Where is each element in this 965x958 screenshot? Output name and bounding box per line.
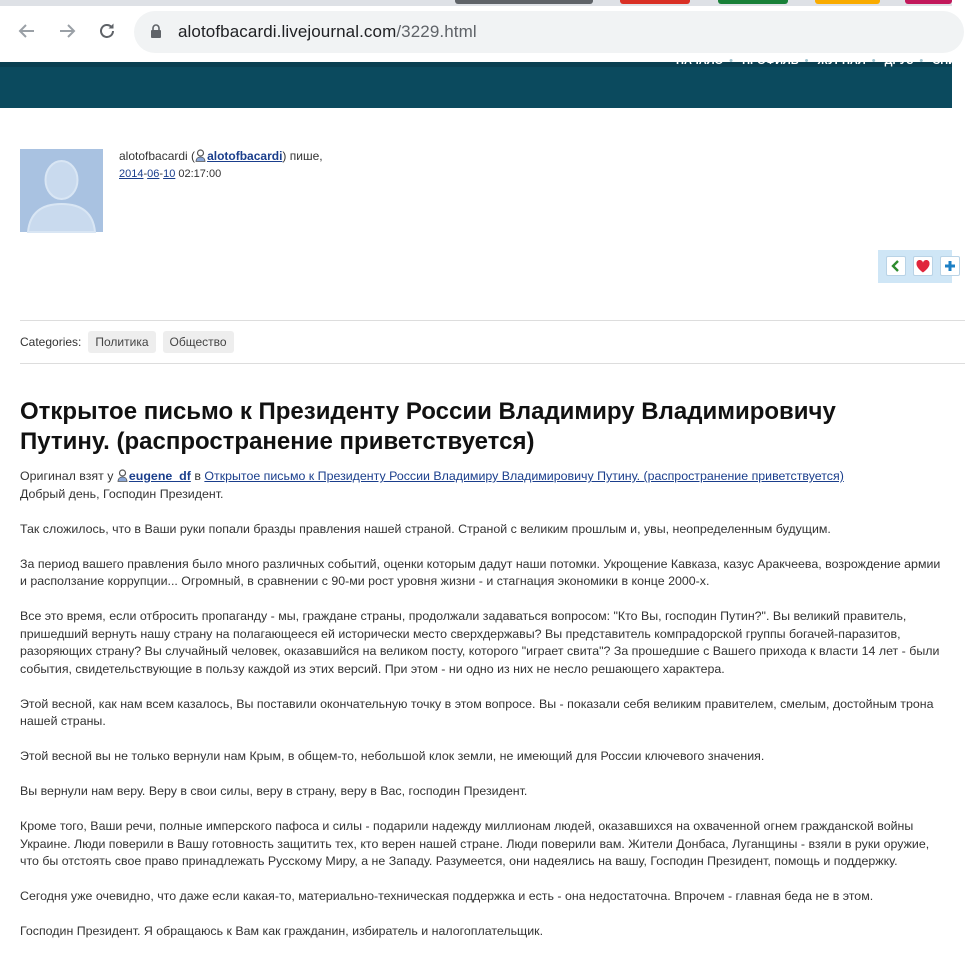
nav-home[interactable]: НАЧАЛО <box>676 55 724 67</box>
categories-label: Categories: <box>20 335 82 349</box>
paragraph: За период вашего правления было много различных событий, оценки которым дадут наши потомки. Укрощение Кавказа, казус Аракчеева, возрождение армии и расползание коррупции... Огромный, в сравнении с 90-ми рост уровня жизни - и стагнация экономики в конце 2000-х. <box>20 556 941 588</box>
date-month-link[interactable]: 06 <box>147 168 160 180</box>
tab-indicator[interactable] <box>718 0 788 4</box>
date-year-link[interactable]: 2014 <box>119 168 144 180</box>
writes-label: пише, <box>289 149 323 163</box>
post-title: Открытое письмо к Президенту России Владимиру Владимировичу Путину. (распространение приветствуется) <box>20 398 836 455</box>
nav-profile[interactable]: ПРОФИЛЬ <box>742 55 799 67</box>
post-date: 2014-06-10 02:17:00 <box>119 168 222 180</box>
add-button[interactable] <box>940 256 960 276</box>
lj-header <box>0 55 957 108</box>
like-button[interactable] <box>913 256 933 276</box>
share-back-button[interactable] <box>886 256 906 276</box>
post-byline: alotofbacardi ( alotofbacardi) пише, <box>119 149 323 163</box>
categories <box>20 330 234 354</box>
reload-button[interactable] <box>91 15 123 47</box>
divider <box>20 363 965 364</box>
lock-icon <box>150 24 162 39</box>
user-icon[interactable] <box>117 469 128 482</box>
lj-nav <box>676 55 962 67</box>
url-path: /3229.html <box>396 22 477 41</box>
nav-separator: • <box>871 55 876 67</box>
date-day-link[interactable]: 10 <box>163 168 176 180</box>
origin-prefix: Оригинал взят у <box>20 469 114 483</box>
nav-separator: • <box>804 55 809 67</box>
paragraph: Господин Президент. Я обращаюсь к Вам как гражданин, избиратель и налогоплательщик. <box>20 924 544 938</box>
forward-button[interactable] <box>51 15 83 47</box>
post-body <box>20 468 945 958</box>
nav-journal[interactable]: ЖУРНАЛ <box>817 55 866 67</box>
url-domain: alotofbacardi.livejournal.com <box>178 22 397 41</box>
address-bar[interactable] <box>134 11 964 53</box>
paragraph: Все это время, если отбросить пропаганду - мы, граждане страны, продолжали задаваться вопросом: "Кто Вы, господин Путин?". Вы великий правитель, пришедший вернуть нашу страну на полагающееся ей исторически место сверхдержавы? Вы представитель компрадорской группы богачей-паразитов, разоряющих страну? Вы случайный человек, оказавшийся на великом посту, которого "играет свита"? За прошедшие с Вашего прихода к власти 14 лет - были события, свидетельствующие в пользу каждой из этих версий. При этом - ни одно из них не несло решающего характера. <box>20 609 940 676</box>
paragraph: Вы вернули нам веру. Веру в свои силы, веру в страну, веру в Вас, господин Президент. <box>20 784 528 798</box>
origin-user-link[interactable]: eugene_df <box>128 469 191 483</box>
post-time: 02:17:00 <box>178 168 222 180</box>
paragraph: Так сложилось, что в Ваши руки попали бразды правления нашей страной. Страной с великим прошлым и, увы, неопределенным будущим. <box>20 521 831 536</box>
paragraph: Добрый день, Господин Президент. <box>20 486 224 501</box>
origin-in: в <box>194 469 201 483</box>
original-source <box>20 468 945 486</box>
tab-indicator[interactable] <box>815 0 880 4</box>
nav-separator: • <box>919 55 924 67</box>
heart-icon <box>916 260 930 273</box>
author-link[interactable]: alotofbacardi <box>207 149 283 163</box>
category-tag[interactable]: Политика <box>88 331 155 353</box>
paragraph: Кроме того, Ваши речи, полные имперского пафоса и силы - подарили надежду миллионам людей, оказавшихся на охваченной огнем гражданской войны Украине. Люди поверили в Вашу готовность защитить тех, кто верен нашей стране. Люди поверили вам. Жители Донбаса, Луганщины - взяли в руки оружие, что бы отстоять свое право принадлежать Русскому Миру, а не Западу. Разумеется, они надеялись на вашу, Господин Президент, помощь и поддержку. <box>20 819 930 868</box>
reload-icon <box>97 21 117 41</box>
origin-post-link[interactable]: Открытое письмо к Президенту России Владимиру Владимировичу Путину. (распространение приветствуется) <box>204 469 844 483</box>
nav-friends[interactable]: ДРУЗ <box>884 55 914 67</box>
browser-chrome <box>0 0 952 62</box>
default-userpic-icon <box>20 149 103 232</box>
paragraph: Этой весной, как нам всем казалось, Вы поставили окончательную точку в этом вопросе. Вы - показали себя великим правителем, смелым, достойным трона нашей страны. <box>20 696 934 728</box>
nav-list[interactable]: СПИ <box>932 55 957 67</box>
avatar[interactable] <box>20 149 103 232</box>
tab-indicator[interactable] <box>905 0 952 4</box>
url-text[interactable] <box>178 22 477 42</box>
back-button[interactable] <box>11 15 43 47</box>
share-widget <box>878 250 952 283</box>
chevron-left-icon <box>890 260 902 272</box>
plus-icon <box>944 260 956 272</box>
nav-separator: • <box>729 55 733 67</box>
tab-strip <box>0 0 952 6</box>
category-tag[interactable]: Общество <box>163 331 234 353</box>
divider <box>20 320 965 321</box>
arrow-left-icon <box>17 21 37 41</box>
tab-indicator[interactable] <box>455 0 593 4</box>
paragraph: Этой весной вы не только вернули нам Крым, в общем-то, небольшой клок земли, не имеющий для России ключевого значения. <box>20 749 765 763</box>
tab-indicator[interactable] <box>620 0 690 4</box>
user-icon[interactable] <box>195 149 206 162</box>
paragraph: Сегодня уже очевидно, что даже если какая-то, материально-техническая поддержка и есть - она недостаточна. Впрочем - главная беда не в этом. <box>20 889 874 903</box>
author-name: alotofbacardi <box>119 149 188 163</box>
arrow-right-icon <box>57 21 77 41</box>
